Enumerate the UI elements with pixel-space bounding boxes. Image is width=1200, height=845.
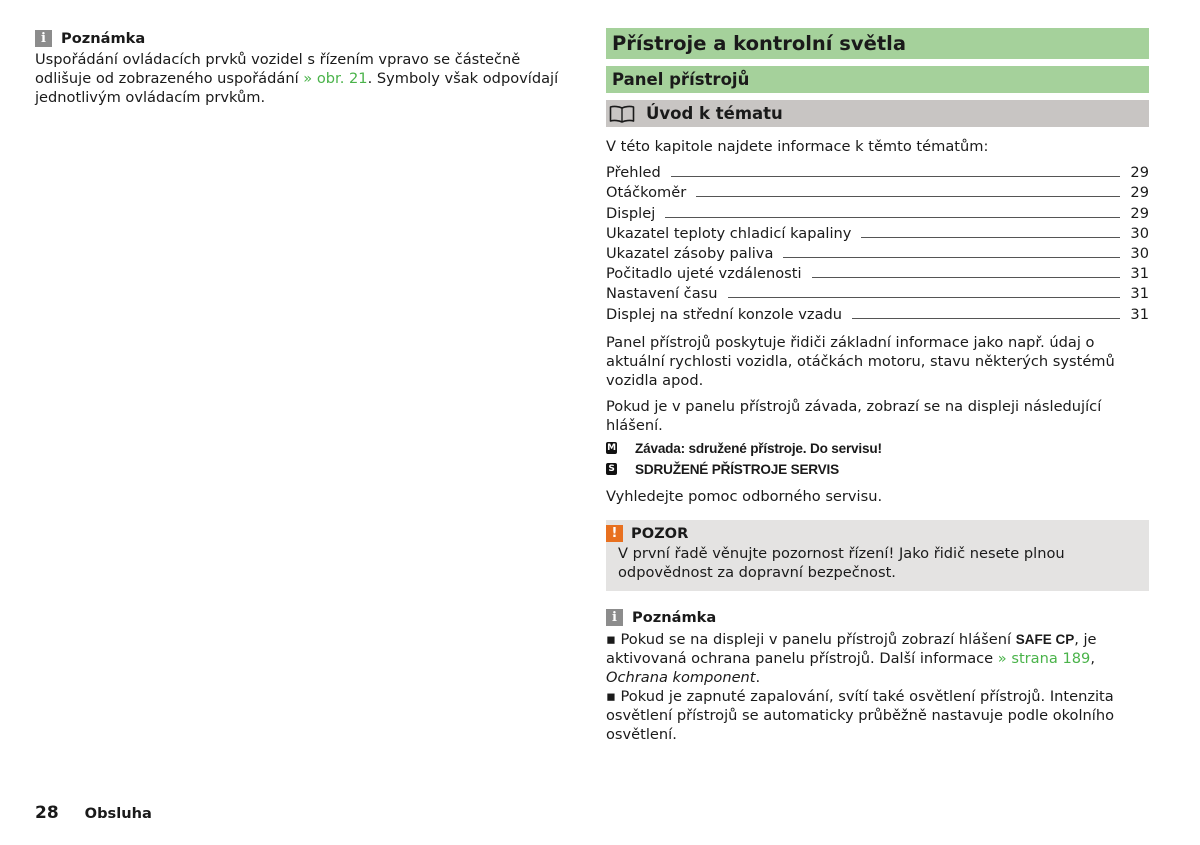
toc-entry[interactable]: [606, 264, 1149, 284]
section-heading: Panel přístrojů: [606, 66, 1149, 93]
warning-title: POZOR: [631, 524, 689, 542]
toc-entry-label: Displej na střední konzole vzadu: [606, 305, 843, 323]
toc-leader-line: [671, 176, 1121, 177]
left-note-title: Poznámka: [61, 29, 146, 47]
toc-entry[interactable]: [606, 183, 1149, 203]
right-note-bullet-2: ▪ Pokud je zapnuté zapalování, svítí také osvětlení přístrojů. Intenzita osvětlení přístrojů se automaticky průběžně nastavuje podle okolního osvětlení.: [606, 687, 1115, 743]
warning-text: V první řadě věnujte pozornost řízení! Jako řidič nesete plnou odpovědnost za dopravní bezpečnost.: [618, 544, 1065, 581]
figure-link[interactable]: » obr. 21: [303, 70, 368, 87]
topic-heading: [606, 100, 1149, 127]
messages-list: [606, 438, 1149, 480]
warning-icon: !: [606, 525, 623, 542]
paragraph-service: Vyhledejte pomoc odborného servisu.: [606, 487, 883, 505]
page-link[interactable]: » strana 189: [997, 649, 1091, 667]
page-number: 28: [35, 803, 59, 823]
toc-entry-label: Počitadlo ujeté vzdálenosti: [606, 265, 802, 283]
right-column: [606, 28, 1149, 744]
warning-box: [606, 520, 1149, 591]
right-note-title: Poznámka: [632, 609, 717, 626]
info-icon: i: [35, 30, 52, 47]
toc-leader-line: [696, 196, 1120, 197]
toc-entry-label: Otáčkoměr: [606, 184, 687, 202]
right-note-bullet-1: ▪ Pokud se na displeji v panelu přístrojů zobrazí hlášení SAFE CP, je aktivovaná ochrana panelu přístrojů. Další informace » strana 189, Ochrana komponent.: [606, 630, 1097, 686]
toc-entry-page: 31: [1130, 265, 1149, 283]
toc-entry-page: 30: [1130, 244, 1149, 262]
chapter-heading: Přístroje a kontrolní světla: [606, 28, 1149, 59]
toc-entry[interactable]: [606, 304, 1149, 324]
toc-leader-line: [728, 297, 1121, 298]
toc-entry[interactable]: [606, 244, 1149, 264]
toc-entry-label: Nastavení času: [606, 285, 718, 303]
toc-entry-label: Přehled: [606, 164, 661, 182]
message-row: [606, 459, 1149, 480]
right-note-header: [606, 608, 1149, 628]
message-text: SDRUŽENÉ PŘÍSTROJE SERVIS: [635, 461, 839, 477]
safe-cp-code: SAFE CP: [1015, 631, 1075, 647]
toc-entry-page: 29: [1130, 164, 1149, 182]
message-row: [606, 438, 1149, 459]
toc-entry[interactable]: [606, 224, 1149, 244]
paragraph-fault: Pokud je v panelu přístrojů závada, zobrazí se na displeji následující hlášení.: [606, 397, 1102, 434]
toc-entry[interactable]: [606, 203, 1149, 223]
toc-leader-line: [852, 318, 1120, 319]
toc-entry[interactable]: [606, 163, 1149, 183]
page-footer: [35, 803, 152, 823]
left-note-text: Uspořádání ovládacích prvků vozidel s řízením vpravo se částečně odlišuje od zobrazeného uspořádání » obr. 21. Symboly však odpovídají jednotlivým ovládacím prvkům.: [35, 51, 559, 106]
message-text: Závada: sdružené přístroje. Do servisu!: [635, 440, 882, 456]
toc-entry-page: 31: [1130, 305, 1149, 323]
toc-leader-line: [665, 217, 1120, 218]
toc-entry-label: Displej: [606, 204, 656, 222]
toc-entry-page: 29: [1130, 204, 1149, 222]
message-badge-m: M: [607, 443, 616, 453]
toc-entry[interactable]: [606, 284, 1149, 304]
toc-list: [606, 163, 1149, 325]
toc-leader-line: [812, 277, 1121, 278]
toc-leader-line: [783, 257, 1120, 258]
right-note: [606, 608, 1149, 744]
topic-heading-label: Úvod k tématu: [646, 104, 783, 123]
footer-section: Obsluha: [84, 805, 152, 822]
toc-leader-line: [861, 237, 1120, 238]
left-column: [35, 28, 570, 107]
info-icon: i: [606, 609, 623, 626]
toc-entry-page: 30: [1130, 224, 1149, 242]
left-note-header: [35, 28, 570, 48]
message-badge-s: S: [606, 463, 617, 475]
toc-entry-page: 29: [1130, 184, 1149, 202]
toc-entry-page: 31: [1130, 285, 1149, 303]
toc-entry-label: Ukazatel teploty chladicí kapaliny: [606, 224, 852, 242]
paragraph-description: Panel přístrojů poskytuje řidiči základní informace jako např. údaj o aktuální rychlosti vozidla, otáčkách motoru, stavu některých systémů vozidla apod.: [606, 333, 1115, 389]
book-icon: [609, 105, 635, 123]
warning-header: [606, 524, 1149, 543]
intro-text: V této kapitole najdete informace k těmto tématům:: [606, 138, 989, 155]
toc-entry-label: Ukazatel zásoby paliva: [606, 244, 774, 262]
